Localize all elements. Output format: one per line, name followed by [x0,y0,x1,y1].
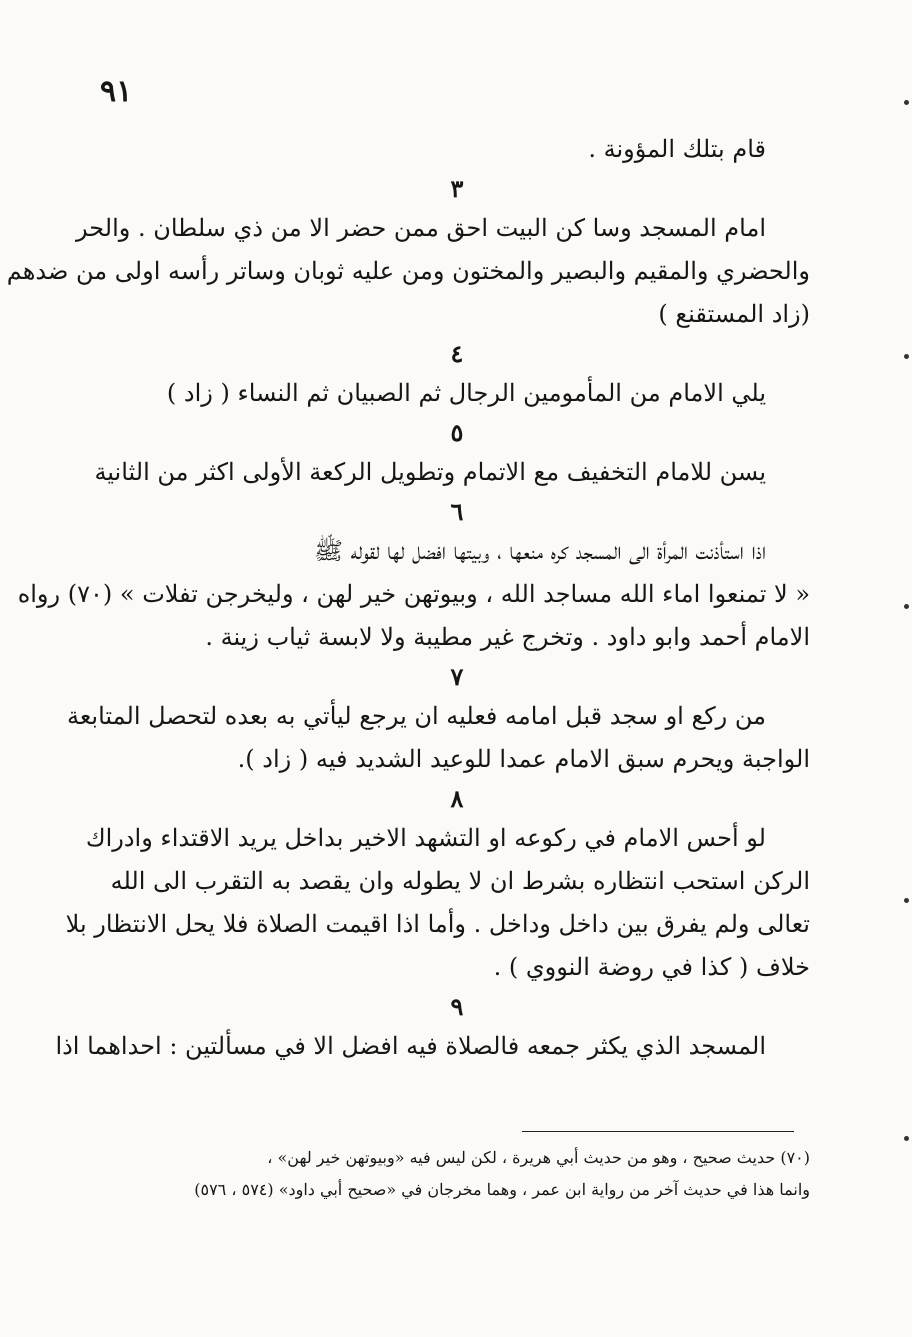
main-text [6,128,810,1068]
text-line: والحضري والمقيم والبصير والمختون ومن عليه ثوبان وساتر رأسه اولى من ضدهم [6,257,810,285]
scan-speck [904,604,909,609]
text-line: (زاد المستقنع ) [658,300,810,328]
section-body [104,372,810,415]
section-body [66,695,810,781]
text-line: قام بتلك المؤونة . [588,135,766,163]
text-line: خلاف ( كذا في روضة النووي ) . [493,953,810,981]
text-line: الامام أحمد وابو داود . وتخرج غير مطيبة ولا لابسة ثياب زينة . [205,623,810,651]
section-number: ٨ [450,784,464,813]
footnote-line: وانما هذا في حديث آخر من رواية ابن عمر ، وهما مخرجان في «صحيح أبي داود» (٥٧٤ ، ٥٧٦) [194,1180,810,1199]
text-line: تعالى ولم يفرق بين داخل وداخل . وأما اذا اقيمت الصلاة فلا يحل الانتظار بلا [65,910,810,938]
text-line: يسن للامام التخفيف مع الاتمام وتطويل الركعة الأولى اكثر من الثانية [94,458,766,486]
footnote-separator [522,1131,794,1132]
footnote-line: (٧٠) حديث صحيح ، وهو من حديث أبي هريرة ، لكن ليس فيه «وبيوتهن خير لهن» ، [267,1148,810,1167]
section-number: ٤ [450,339,464,368]
text-line: الواجبة ويحرم سبق الامام عمدا للوعيد الشديد فيه ( زاد ). [237,745,810,773]
section-body [94,451,810,494]
section-number: ٣ [450,174,464,203]
scan-speck [904,100,909,105]
text-line: لو أحس الامام في ركوعه او التشهد الاخير بداخل يريد الاقتداء وادراك [85,824,766,852]
section-body [6,207,810,336]
text-line: المسجد الذي يكثر جمعه فالصلاة فيه افضل الا في مسألتين : احداهما اذا [55,1032,766,1060]
scan-speck [904,898,909,903]
page-number: ٩١ [100,74,133,109]
footnote [104,1142,810,1206]
scan-speck [904,1136,909,1141]
text-line: الركن استحب انتظاره بشرط ان لا يطوله وان يقصد به التقرب الى الله [110,867,810,895]
text-line: امام المسجد وسا كن البيت احق ممن حضر الا من ذي سلطان . والحر [76,214,766,242]
section-body [65,817,810,989]
section-continuation [104,128,810,171]
section-body [55,1025,810,1068]
text-line: « لا تمنعوا اماء الله مساجد الله ، وبيوتهن خير لهن ، وليخرجن تفلات » (٧٠) رواه [17,580,810,608]
text-line: يلي الامام من المأمومين الرجال ثم الصبيان ثم النساء ( زاد ) [166,379,766,407]
text-line: اذا استأذنت المرأة الى المسجد كره منعها ، وبيتها افضل لها لقوله ﷺ [314,537,766,565]
text-line: من ركع او سجد قبل امامه فعليه ان يرجع ليأتي به بعده لتحصل المتابعة [66,702,766,730]
section-number: ٩ [450,992,464,1021]
section-body [17,530,810,659]
section-number: ٦ [450,497,464,526]
scan-speck [904,354,909,359]
section-number: ٧ [450,662,464,691]
section-number: ٥ [450,418,464,447]
